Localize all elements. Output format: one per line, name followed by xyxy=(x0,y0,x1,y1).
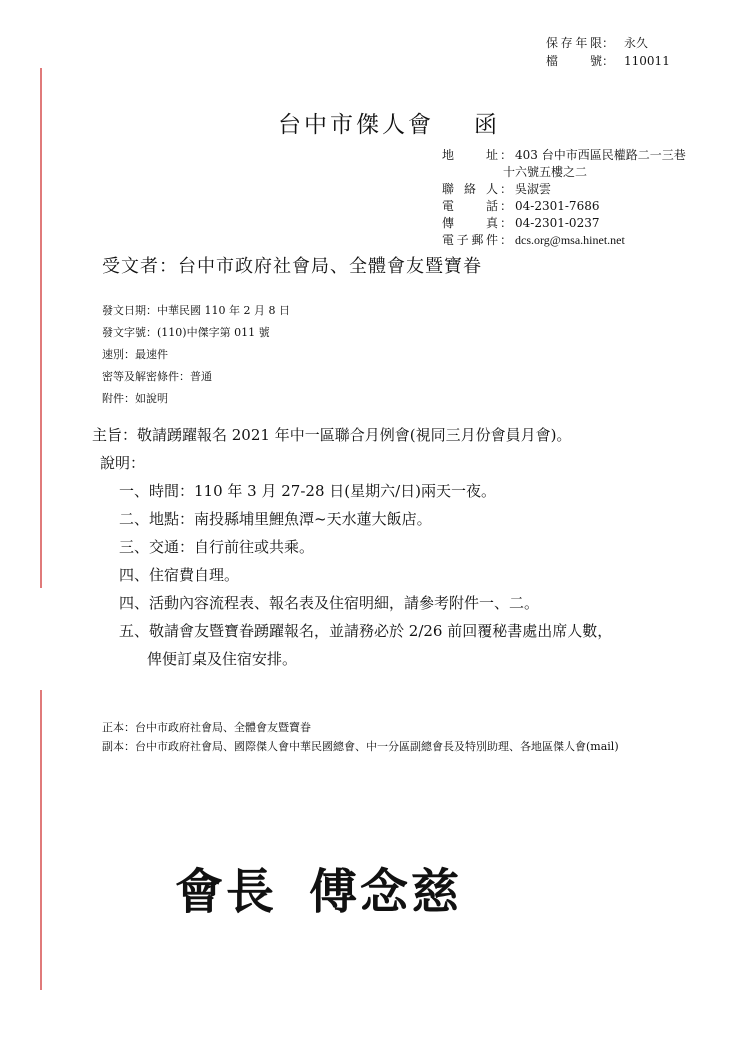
explanation-item: 四、住宿費自理。 xyxy=(119,566,240,584)
explanation-item: 四、活動內容流程表、報名表及住宿明細，請參考附件一、二。 xyxy=(119,594,540,612)
address-value-cont: 十六號五樓之二 xyxy=(503,165,588,179)
phone-value: 04-2301-7686 xyxy=(515,199,600,213)
file-number-value: 110011 xyxy=(624,54,670,68)
phone-label: 電話 xyxy=(442,199,498,213)
retention-period-row: 保存年限： 永久 xyxy=(546,36,649,50)
signature-title: 會長 xyxy=(175,864,278,920)
explanation-item: 五、敬請會友暨寶眷踴躍報名，並請務必於 2/26 前回覆秘書處出席人數， xyxy=(119,622,613,640)
contact-person-label: 聯絡人 xyxy=(442,182,498,196)
email-value: dcs.org@msa.hinet.net xyxy=(515,233,625,247)
contact-block xyxy=(442,147,686,249)
retention-period-value: 永久 xyxy=(624,36,649,50)
address-row-cont xyxy=(442,164,686,181)
address-value: 403 台中市西區民權路二一三巷 xyxy=(515,148,686,162)
left-margin-line xyxy=(40,690,42,990)
copies-block xyxy=(102,718,619,756)
email-label: 電子郵件 xyxy=(442,233,498,247)
copy-recipients: 副本：台中市政府社會局、國際傑人會中華民國總會、中一分區副總會長及特別助理、各地區傑人會(mail) xyxy=(102,740,619,753)
signature-name: 傅念慈 xyxy=(309,864,463,920)
explanation-item: 三、交通：自行前往或共乘。 xyxy=(119,538,315,556)
address-row: 地址 ： 403 台中市西區民權路二一三巷 xyxy=(442,148,686,162)
signature-stamp xyxy=(175,853,462,922)
explanation-item-cont: 俾便訂桌及住宿安排。 xyxy=(147,650,298,668)
fax-row: 傳真 ： 04-2301-0237 xyxy=(442,216,600,230)
file-number-row: 檔號： 110011 xyxy=(546,54,670,68)
contact-person-value: 吳淑雲 xyxy=(515,182,552,196)
recipients-line: 受文者：台中市政府社會局、全體會友暨寶眷 xyxy=(102,256,482,277)
explanation-item: 一、時間：110 年 3 月 27-28 日(星期六/日)兩天一夜。 xyxy=(119,482,497,500)
document-title xyxy=(278,106,500,139)
issue-date: 發文日期：中華民國 110 年 2 月 8 日 xyxy=(102,304,290,317)
email-row: 電子郵件 ： dcs.org@msa.hinet.net xyxy=(442,233,625,247)
org-name: 台中市傑人會 xyxy=(278,112,434,138)
original-recipients: 正本：台中市政府社會局、全體會友暨寶眷 xyxy=(102,721,311,734)
explanation-label: 說明： xyxy=(100,454,146,472)
retention-block xyxy=(546,34,670,70)
contact-person-row: 聯絡人 ： 吳淑雲 xyxy=(442,182,552,196)
retention-period-label: 保存年限 xyxy=(546,36,602,50)
file-number-label: 檔號 xyxy=(546,54,602,68)
subject-line: 主旨：敬請踴躍報名 2021 年中一區聯合月例會(視同三月份會員月會)。 xyxy=(92,426,572,444)
explanation-item: 二、地點：南投縣埔里鯉魚潭~天水蓮大飯店。 xyxy=(119,510,432,528)
delivery-speed: 速別：最速件 xyxy=(102,348,168,361)
security-level: 密等及解密條件：普通 xyxy=(102,370,212,383)
fax-value: 04-2301-0237 xyxy=(515,216,600,230)
address-label: 地址 xyxy=(442,148,498,162)
attachment-note: 附件：如說明 xyxy=(102,392,168,405)
fax-label: 傳真 xyxy=(442,216,498,230)
left-margin-line xyxy=(40,68,42,588)
issue-number: 發文字號：(110)中傑字第 011 號 xyxy=(102,326,270,339)
meta-block xyxy=(102,300,290,410)
doc-type: 函 xyxy=(474,112,500,138)
phone-row: 電話 ： 04-2301-7686 xyxy=(442,199,600,213)
